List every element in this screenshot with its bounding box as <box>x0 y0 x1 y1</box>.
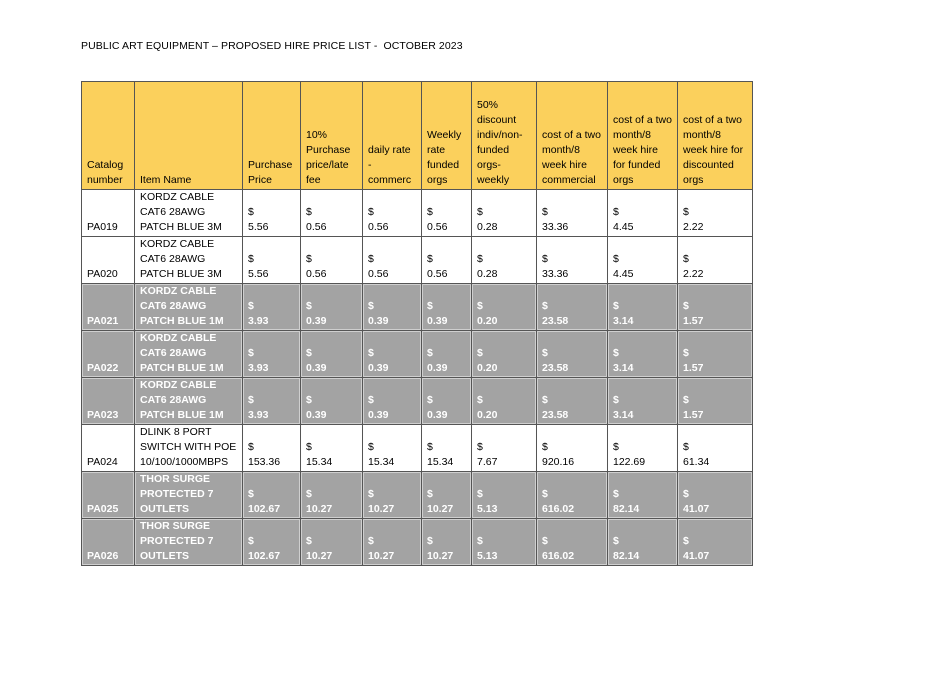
price-cell <box>678 472 753 519</box>
currency-symbol: $ <box>248 347 254 359</box>
price-cell <box>243 331 301 378</box>
price-value: 0.56 <box>368 268 389 280</box>
item-name-cell: KORDZ CABLE CAT6 28AWG PATCH BLUE 3M <box>135 190 243 237</box>
currency-symbol: $ <box>542 441 548 453</box>
currency-symbol: $ <box>248 441 254 453</box>
price-cell <box>537 472 608 519</box>
price-cell <box>422 378 472 425</box>
price-value: 0.39 <box>427 315 448 327</box>
currency-symbol: $ <box>613 300 619 312</box>
currency-symbol: $ <box>248 535 254 547</box>
currency-symbol: $ <box>683 206 689 218</box>
price-value: 10.27 <box>427 550 454 562</box>
currency-symbol: $ <box>477 347 483 359</box>
currency-symbol: $ <box>477 206 483 218</box>
catalog-number-cell: PA025 <box>82 472 135 519</box>
currency-symbol: $ <box>306 300 312 312</box>
currency-symbol: $ <box>306 488 312 500</box>
price-cell <box>472 237 537 284</box>
price-cell <box>608 190 678 237</box>
price-cell <box>537 331 608 378</box>
currency-symbol: $ <box>542 206 548 218</box>
price-value: 0.20 <box>477 409 498 421</box>
price-cell <box>243 519 301 566</box>
price-value: 0.39 <box>368 362 389 374</box>
column-header: Purchase Price <box>243 82 301 190</box>
currency-symbol: $ <box>306 206 312 218</box>
currency-symbol: $ <box>368 488 374 500</box>
table-row <box>82 425 753 472</box>
price-value: 3.14 <box>613 362 634 374</box>
price-cell <box>472 284 537 331</box>
item-name-cell: THOR SURGE PROTECTED 7 OUTLETS <box>135 472 243 519</box>
table-row <box>82 378 753 425</box>
price-value: 5.56 <box>248 221 269 233</box>
currency-symbol: $ <box>542 535 548 547</box>
price-value: 0.56 <box>306 221 327 233</box>
price-value: 15.34 <box>368 456 395 468</box>
currency-symbol: $ <box>477 300 483 312</box>
price-cell <box>301 519 363 566</box>
table-body <box>82 190 753 566</box>
currency-symbol: $ <box>368 441 374 453</box>
currency-symbol: $ <box>368 535 374 547</box>
currency-symbol: $ <box>306 253 312 265</box>
currency-symbol: $ <box>248 394 254 406</box>
price-value: 4.45 <box>613 221 634 233</box>
column-header: Weekly rate funded orgs <box>422 82 472 190</box>
currency-symbol: $ <box>613 535 619 547</box>
price-cell <box>422 472 472 519</box>
table-row <box>82 331 753 378</box>
price-cell <box>422 190 472 237</box>
price-value: 10.27 <box>306 503 333 515</box>
catalog-number-cell: PA022 <box>82 331 135 378</box>
price-cell <box>472 331 537 378</box>
catalog-number-cell: PA026 <box>82 519 135 566</box>
price-cell <box>537 237 608 284</box>
price-value: 4.45 <box>613 268 634 280</box>
price-cell <box>363 284 422 331</box>
currency-symbol: $ <box>248 488 254 500</box>
price-cell <box>678 378 753 425</box>
price-cell <box>363 472 422 519</box>
table-row <box>82 519 753 566</box>
currency-symbol: $ <box>477 441 483 453</box>
currency-symbol: $ <box>427 488 433 500</box>
currency-symbol: $ <box>427 206 433 218</box>
currency-symbol: $ <box>427 394 433 406</box>
currency-symbol: $ <box>306 394 312 406</box>
price-cell <box>608 519 678 566</box>
price-value: 920.16 <box>542 456 575 468</box>
column-header: cost of a two month/8 week hire for discounted orgs <box>678 82 753 190</box>
price-value: 0.39 <box>368 409 389 421</box>
column-header: cost of a two month/8 week hire for funded orgs <box>608 82 678 190</box>
price-cell <box>243 190 301 237</box>
price-cell <box>472 472 537 519</box>
price-value: 0.39 <box>306 409 327 421</box>
price-cell <box>243 284 301 331</box>
price-value: 3.93 <box>248 362 269 374</box>
price-cell <box>422 237 472 284</box>
currency-symbol: $ <box>542 347 548 359</box>
column-header: cost of a two month/8 week hire commercial <box>537 82 608 190</box>
currency-symbol: $ <box>368 206 374 218</box>
currency-symbol: $ <box>477 488 483 500</box>
currency-symbol: $ <box>306 535 312 547</box>
price-value: 122.69 <box>613 456 646 468</box>
currency-symbol: $ <box>613 206 619 218</box>
price-cell <box>678 331 753 378</box>
currency-symbol: $ <box>306 441 312 453</box>
price-cell <box>537 519 608 566</box>
price-value: 0.20 <box>477 315 498 327</box>
price-value: 2.22 <box>683 268 704 280</box>
price-cell <box>243 378 301 425</box>
price-cell <box>608 425 678 472</box>
document-title: PUBLIC ART EQUIPMENT – PROPOSED HIRE PRICE LIST - OCTOBER 2023 <box>81 40 463 52</box>
price-cell <box>422 284 472 331</box>
price-value: 0.56 <box>427 221 448 233</box>
currency-symbol: $ <box>683 535 689 547</box>
currency-symbol: $ <box>477 535 483 547</box>
price-value: 0.39 <box>427 409 448 421</box>
price-cell <box>363 378 422 425</box>
currency-symbol: $ <box>368 347 374 359</box>
price-cell <box>472 519 537 566</box>
price-value: 616.02 <box>542 503 575 515</box>
price-value: 0.39 <box>306 315 327 327</box>
currency-symbol: $ <box>248 300 254 312</box>
currency-symbol: $ <box>248 253 254 265</box>
price-value: 0.28 <box>477 268 498 280</box>
price-list-table <box>81 81 753 566</box>
price-cell <box>422 331 472 378</box>
price-value: 102.67 <box>248 503 281 515</box>
catalog-number-cell: PA024 <box>82 425 135 472</box>
item-name-cell: KORDZ CABLE CAT6 28AWG PATCH BLUE 3M <box>135 237 243 284</box>
item-name-cell: THOR SURGE PROTECTED 7 OUTLETS <box>135 519 243 566</box>
price-cell <box>678 425 753 472</box>
price-cell <box>363 190 422 237</box>
currency-symbol: $ <box>613 394 619 406</box>
currency-symbol: $ <box>613 347 619 359</box>
price-value: 1.57 <box>683 315 704 327</box>
price-cell <box>422 425 472 472</box>
price-value: 41.07 <box>683 550 710 562</box>
price-cell <box>422 519 472 566</box>
price-cell <box>608 378 678 425</box>
currency-symbol: $ <box>368 300 374 312</box>
price-value: 33.36 <box>542 221 569 233</box>
price-value: 2.22 <box>683 221 704 233</box>
currency-symbol: $ <box>683 441 689 453</box>
price-value: 23.58 <box>542 362 569 374</box>
header-row <box>82 82 753 190</box>
price-cell <box>243 425 301 472</box>
price-value: 15.34 <box>306 456 333 468</box>
item-name-cell: KORDZ CABLE CAT6 28AWG PATCH BLUE 1M <box>135 378 243 425</box>
price-value: 102.67 <box>248 550 281 562</box>
item-name-cell: KORDZ CABLE CAT6 28AWG PATCH BLUE 1M <box>135 284 243 331</box>
currency-symbol: $ <box>368 394 374 406</box>
currency-symbol: $ <box>613 441 619 453</box>
price-value: 5.56 <box>248 268 269 280</box>
price-cell <box>243 472 301 519</box>
price-value: 0.56 <box>368 221 389 233</box>
price-value: 0.56 <box>427 268 448 280</box>
column-header: 50% discount indiv/non-funded orgs-weekly <box>472 82 537 190</box>
price-value: 23.58 <box>542 315 569 327</box>
currency-symbol: $ <box>613 488 619 500</box>
price-value: 61.34 <box>683 456 710 468</box>
price-cell <box>472 190 537 237</box>
price-value: 0.39 <box>427 362 448 374</box>
price-value: 5.13 <box>477 550 498 562</box>
currency-symbol: $ <box>683 300 689 312</box>
price-cell <box>537 425 608 472</box>
currency-symbol: $ <box>683 253 689 265</box>
price-value: 0.39 <box>306 362 327 374</box>
currency-symbol: $ <box>427 253 433 265</box>
catalog-number-cell: PA019 <box>82 190 135 237</box>
currency-symbol: $ <box>427 347 433 359</box>
price-cell <box>301 237 363 284</box>
price-cell <box>363 425 422 472</box>
price-cell <box>537 284 608 331</box>
currency-symbol: $ <box>683 488 689 500</box>
price-value: 3.14 <box>613 315 634 327</box>
price-cell <box>472 378 537 425</box>
price-cell <box>363 331 422 378</box>
price-value: 33.36 <box>542 268 569 280</box>
column-header: daily rate - commerc <box>363 82 422 190</box>
price-cell <box>537 190 608 237</box>
currency-symbol: $ <box>427 535 433 547</box>
price-value: 153.36 <box>248 456 281 468</box>
column-header: 10% Purchase price/late fee <box>301 82 363 190</box>
price-cell <box>301 331 363 378</box>
price-value: 10.27 <box>368 550 395 562</box>
catalog-number-cell: PA020 <box>82 237 135 284</box>
price-value: 1.57 <box>683 409 704 421</box>
price-cell <box>678 284 753 331</box>
currency-symbol: $ <box>368 253 374 265</box>
price-cell <box>608 284 678 331</box>
price-cell <box>301 190 363 237</box>
currency-symbol: $ <box>613 253 619 265</box>
currency-symbol: $ <box>683 347 689 359</box>
price-value: 1.57 <box>683 362 704 374</box>
price-value: 10.27 <box>368 503 395 515</box>
currency-symbol: $ <box>248 206 254 218</box>
price-value: 3.93 <box>248 315 269 327</box>
price-value: 3.14 <box>613 409 634 421</box>
price-value: 82.14 <box>613 503 640 515</box>
price-cell <box>243 237 301 284</box>
currency-symbol: $ <box>542 300 548 312</box>
catalog-number-cell: PA021 <box>82 284 135 331</box>
price-cell <box>301 378 363 425</box>
column-header: Catalog number <box>82 82 135 190</box>
currency-symbol: $ <box>477 253 483 265</box>
price-value: 23.58 <box>542 409 569 421</box>
price-cell <box>363 519 422 566</box>
price-value: 41.07 <box>683 503 710 515</box>
price-value: 10.27 <box>427 503 454 515</box>
price-value: 15.34 <box>427 456 454 468</box>
price-cell <box>301 425 363 472</box>
table-row <box>82 472 753 519</box>
table-row <box>82 190 753 237</box>
currency-symbol: $ <box>683 394 689 406</box>
price-cell <box>678 237 753 284</box>
catalog-number-cell: PA023 <box>82 378 135 425</box>
table-row <box>82 237 753 284</box>
currency-symbol: $ <box>306 347 312 359</box>
price-cell <box>301 472 363 519</box>
price-cell <box>537 378 608 425</box>
price-cell <box>472 425 537 472</box>
item-name-cell: KORDZ CABLE CAT6 28AWG PATCH BLUE 1M <box>135 331 243 378</box>
currency-symbol: $ <box>542 488 548 500</box>
item-name-cell: DLINK 8 PORT SWITCH WITH POE 10/100/1000MBPS <box>135 425 243 472</box>
currency-symbol: $ <box>477 394 483 406</box>
price-cell <box>301 284 363 331</box>
price-value: 10.27 <box>306 550 333 562</box>
price-value: 0.56 <box>306 268 327 280</box>
price-cell <box>363 237 422 284</box>
price-value: 82.14 <box>613 550 640 562</box>
price-value: 0.28 <box>477 221 498 233</box>
price-cell <box>608 472 678 519</box>
currency-symbol: $ <box>542 394 548 406</box>
currency-symbol: $ <box>427 300 433 312</box>
price-value: 0.20 <box>477 362 498 374</box>
price-value: 0.39 <box>368 315 389 327</box>
price-cell <box>678 519 753 566</box>
price-cell <box>608 237 678 284</box>
table-row <box>82 284 753 331</box>
price-value: 3.93 <box>248 409 269 421</box>
price-cell <box>608 331 678 378</box>
currency-symbol: $ <box>542 253 548 265</box>
price-value: 7.67 <box>477 456 498 468</box>
price-cell <box>678 190 753 237</box>
column-header: Item Name <box>135 82 243 190</box>
price-value: 616.02 <box>542 550 575 562</box>
currency-symbol: $ <box>427 441 433 453</box>
price-value: 5.13 <box>477 503 498 515</box>
